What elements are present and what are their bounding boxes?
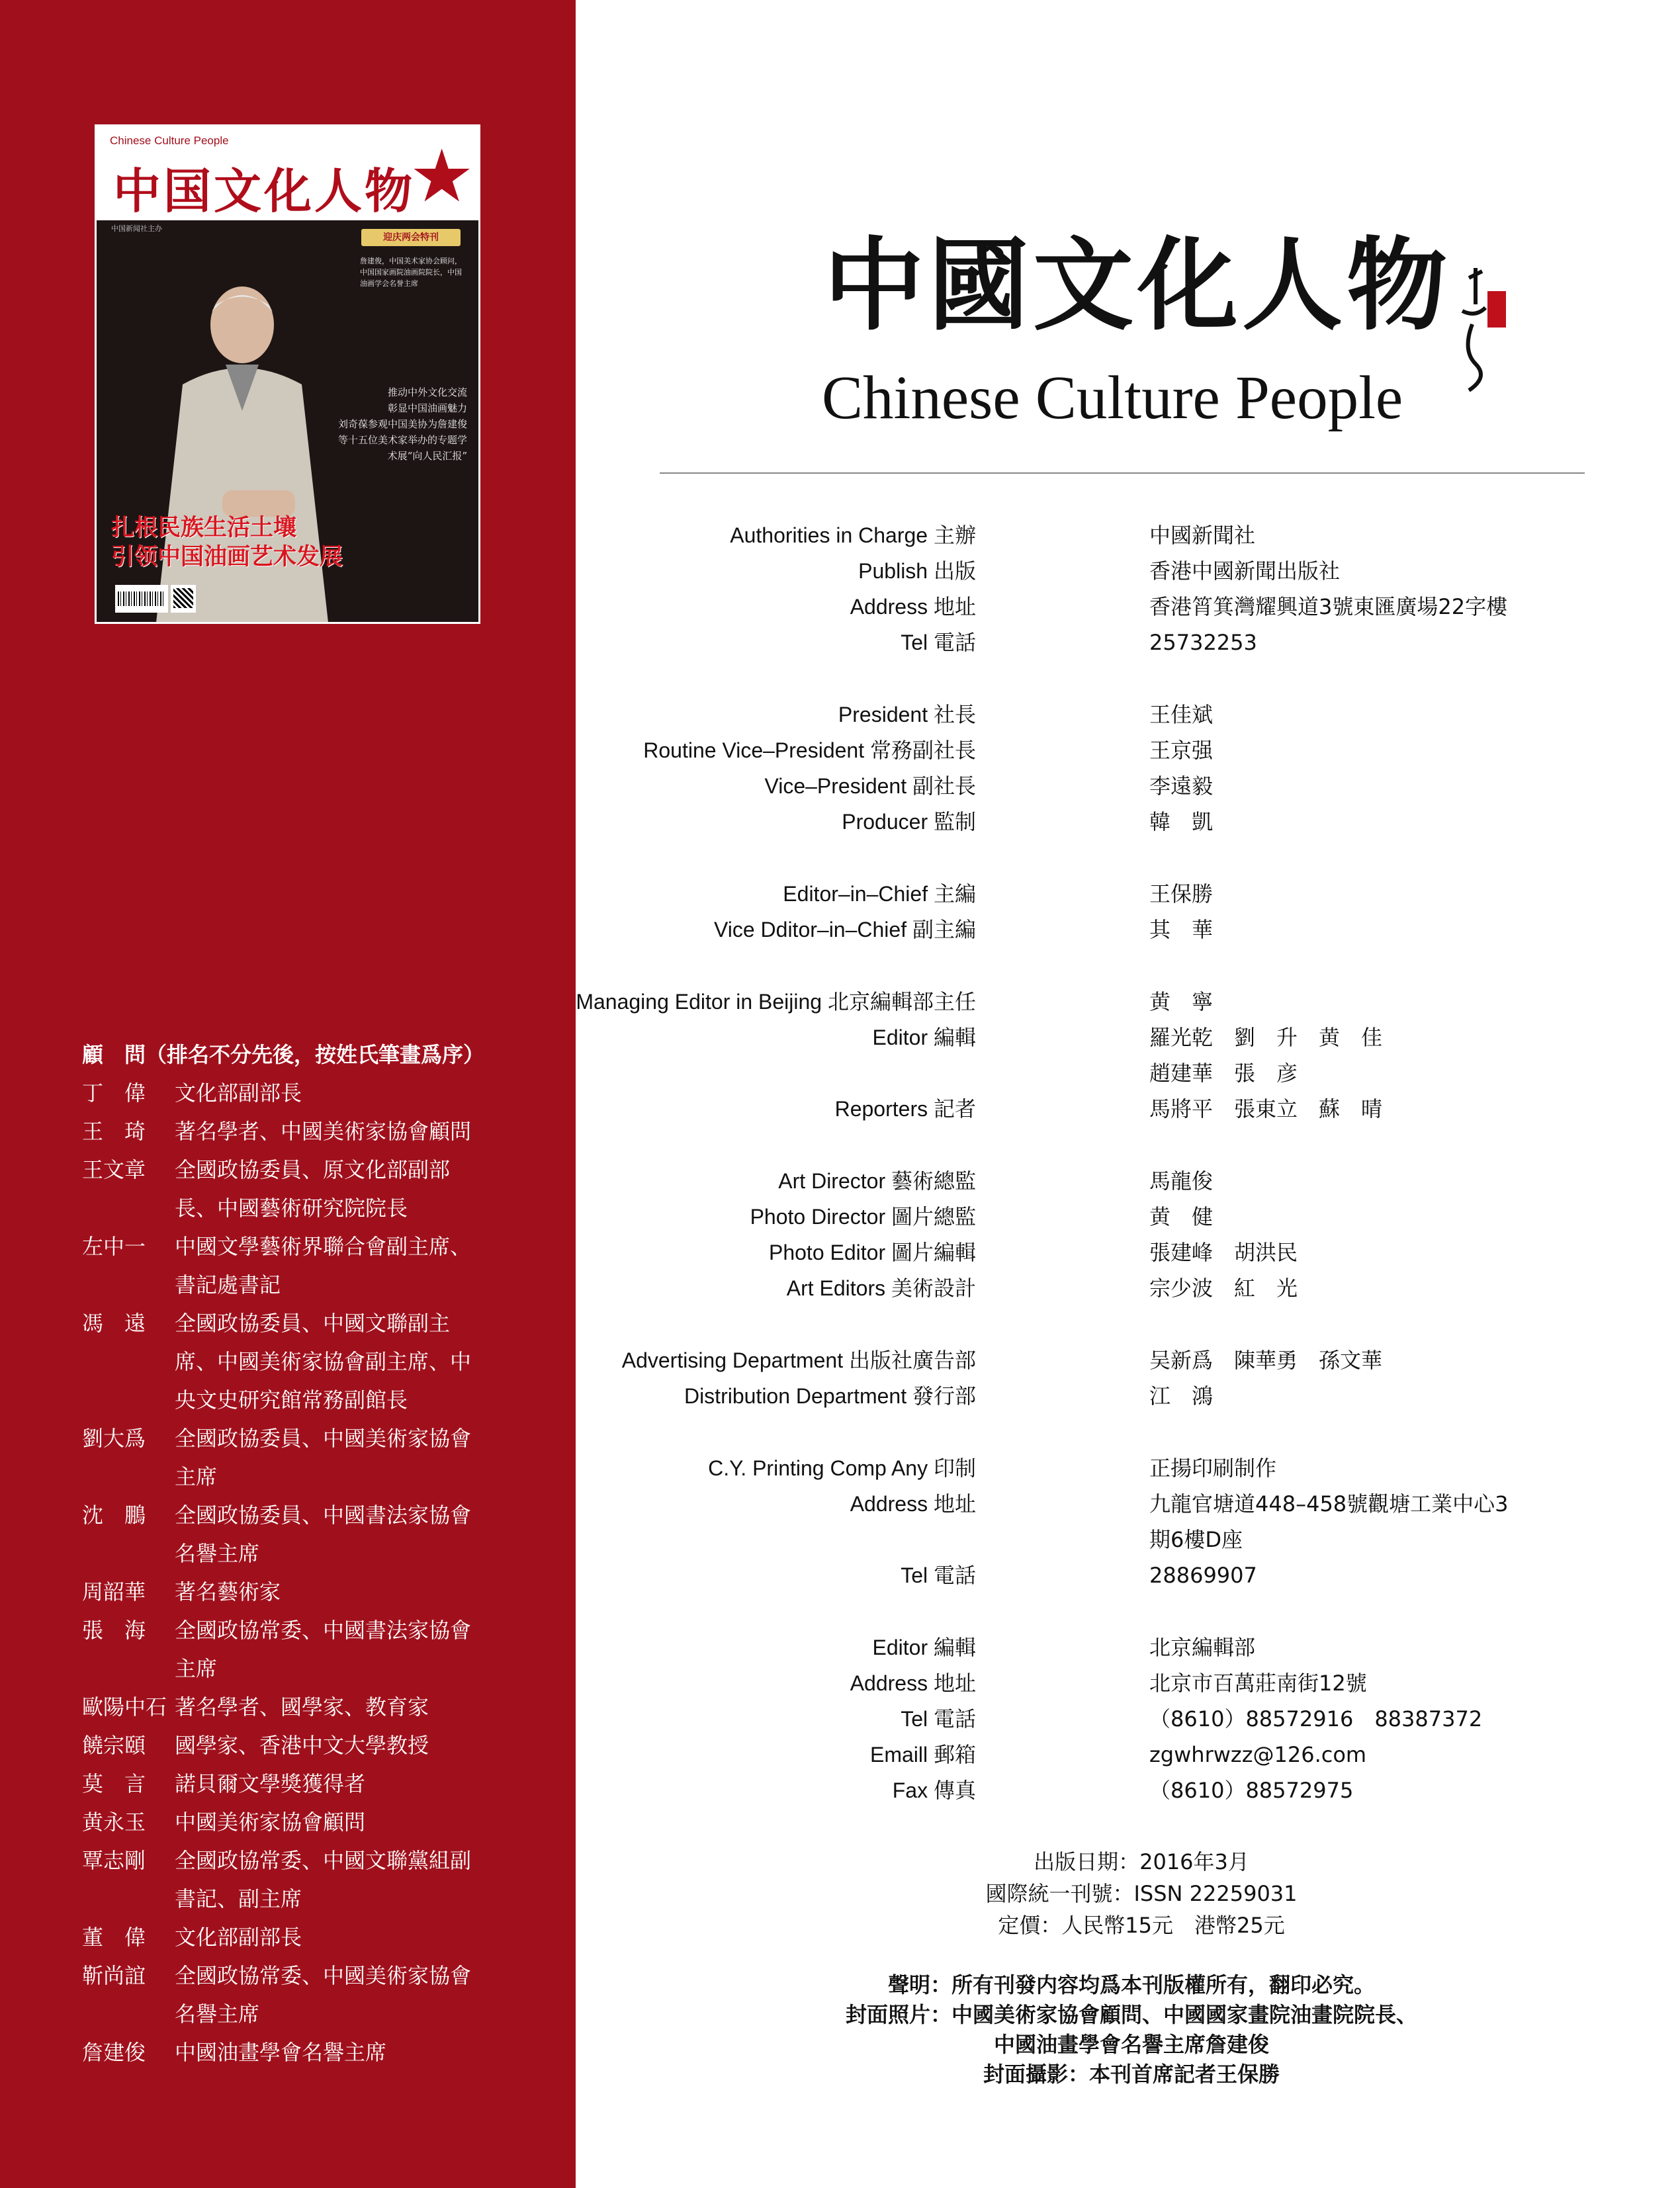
advisor-description: 諾貝爾文學獎獲得者 [175, 1771, 366, 1796]
advisor-description: 主席 [175, 1464, 218, 1489]
advisor-description: 全國政協委員、原文化部副部 [175, 1157, 451, 1182]
masthead-spacer [529, 1127, 1588, 1163]
masthead-row [529, 1055, 1588, 1091]
advisor-row [82, 1841, 572, 1880]
advisor-description: 全國政協委員、中國文聯副主 [175, 1311, 451, 1336]
advisor-row [82, 1419, 572, 1458]
masthead-value: 中國新聞社 [1149, 523, 1256, 548]
masthead-label: Emaill 郵箱 [869, 1743, 976, 1767]
advisor-row [82, 1189, 572, 1227]
advisor-name: 歐陽中石 [82, 1694, 167, 1720]
advisors-list [82, 1035, 572, 2072]
masthead-row [529, 1091, 1588, 1127]
masthead-label: Routine Vice–President 常務副社長 [643, 738, 976, 762]
advisor-row [82, 1611, 572, 1649]
advisor-description: 著名學者、中國美術家協會顧問 [175, 1119, 472, 1144]
masthead-label: President 社長 [838, 703, 976, 726]
advisor-description: 名譽主席 [175, 1541, 260, 1566]
advisor-description: 國學家、香港中文大學教授 [175, 1733, 429, 1758]
masthead-row [529, 1020, 1588, 1055]
calligraphy-signature-seal [1456, 265, 1509, 397]
advisor-name [82, 1189, 175, 1227]
masthead-label: Tel 電話 [901, 1563, 976, 1587]
advisor-description: 全國政協常委、中國文聯黨組副 [175, 1848, 472, 1873]
masthead-row [529, 625, 1588, 660]
masthead-label: Advertising Department 出版社廣告部 [621, 1348, 976, 1372]
advisors-title: 顧 問（排名不分先後，按姓氏筆畫爲序） [82, 1042, 485, 1067]
advisor-row [82, 1688, 572, 1726]
cover-blurb-line: 刘奇葆参观中国美协为詹建俊 [337, 418, 467, 430]
notice-line: 封面攝影：本刊首席記者王保勝 [983, 2062, 1280, 2087]
advisor-name [82, 1534, 175, 1573]
advisor-row [82, 1151, 572, 1189]
advisor-row [82, 1266, 572, 1304]
masthead-spacer [529, 840, 1588, 876]
advisor-name [82, 1649, 175, 1688]
masthead-value: 北京編輯部 [1149, 1635, 1256, 1660]
masthead-row [529, 589, 1588, 625]
masthead-row [529, 1701, 1588, 1737]
cover-blurb-line: 等十五位美术家举办的专题学 [337, 434, 467, 446]
masthead-spacer [529, 1414, 1588, 1450]
advisor-row [82, 1381, 572, 1419]
cover-headline-line: 扎根民族生活土壤 [111, 515, 297, 541]
masthead-label: Address 地址 [850, 1671, 976, 1695]
advisor-description: 央文史研究館常務副館長 [175, 1387, 408, 1413]
masthead-logo-zh: 中國文化人物 [824, 226, 1451, 344]
masthead-value: 北京市百萬莊南街12號 [1149, 1671, 1367, 1696]
advisor-description: 中國文學藝術界聯合會副主席、 [175, 1234, 472, 1259]
cover-badge: 迎庆两会特刊 [361, 229, 461, 246]
masthead-value: 香港筲箕灣耀興道3號東匯廣場22字樓 [1149, 594, 1508, 619]
advisor-row [82, 1573, 572, 1611]
masthead-row [529, 1378, 1588, 1414]
masthead-value: 韓 凱 [1149, 809, 1214, 834]
masthead-value: 馬將平 張東立 蘇 晴 [1149, 1096, 1383, 1121]
masthead-value: 宗少波 紅 光 [1149, 1276, 1298, 1301]
masthead-value: 趙建華 張 彦 [1149, 1061, 1298, 1086]
advisor-name [82, 1266, 175, 1304]
masthead-row [529, 768, 1588, 804]
cover-headline [111, 513, 343, 572]
copyright-notice [695, 1970, 1568, 2089]
advisor-description: 全國政協常委、中國美術家協會 [175, 1963, 472, 1988]
advisor-name: 左中一 [82, 1234, 146, 1259]
masthead-row [529, 1772, 1588, 1808]
masthead-row [529, 804, 1588, 840]
advisor-name [82, 1342, 175, 1381]
advisor-name [82, 1880, 175, 1918]
advisor-description: 中國美術家協會顧問 [175, 1810, 366, 1835]
masthead-label: Photo Editor 圖片編輯 [768, 1241, 976, 1264]
masthead-label: Editor 編輯 [872, 1026, 976, 1049]
masthead-value: 香港中國新聞出版社 [1149, 558, 1341, 584]
advisor-name: 覃志剛 [82, 1848, 146, 1873]
advisor-row [82, 1227, 572, 1266]
masthead-value: 其 華 [1149, 917, 1214, 942]
cover-blurb-line: 彰显中国油画魅力 [387, 402, 467, 414]
advisor-name: 饒宗頤 [82, 1733, 146, 1758]
advisor-name: 周韶華 [82, 1579, 146, 1604]
masthead-value: 25732253 [1149, 630, 1257, 655]
advisor-row [82, 1803, 572, 1841]
masthead-spacer [529, 660, 1588, 697]
masthead-value: 28869907 [1149, 1563, 1257, 1588]
masthead-value: 期6樓D座 [1149, 1527, 1243, 1552]
masthead-label: Managing Editor in Beijing 北京編輯部主任 [576, 990, 976, 1014]
advisor-row [82, 1649, 572, 1688]
notice-line: 聲明：所有刊發内容均爲本刊版權所有，翻印必究。 [887, 1972, 1375, 1997]
advisor-name: 董 偉 [82, 1925, 146, 1950]
advisor-row [82, 1765, 572, 1803]
masthead-label: Art Director 藝術總監 [778, 1169, 976, 1193]
advisor-row [82, 1304, 572, 1342]
masthead-row [529, 1163, 1588, 1199]
advisors-rows [82, 1074, 572, 2072]
staff-masthead [529, 517, 1588, 1808]
masthead-row [529, 1199, 1588, 1235]
masthead-row [529, 984, 1588, 1020]
magazine-cover-image [95, 124, 480, 624]
masthead-row [529, 732, 1588, 768]
masthead-value: 王京强 [1149, 738, 1214, 763]
advisor-name: 莫 言 [82, 1771, 146, 1796]
masthead-row [529, 1450, 1588, 1486]
cover-blurb-line: 推动中外文化交流 [387, 386, 467, 398]
masthead-label: Distribution Department 發行部 [684, 1384, 976, 1408]
advisor-description: 全國政協委員、中國書法家協會 [175, 1503, 472, 1528]
divider [660, 472, 1585, 474]
masthead-label: Address 地址 [850, 1492, 976, 1516]
advisor-name: 王 琦 [82, 1119, 146, 1144]
masthead-spacer [529, 1593, 1588, 1630]
cover-blurb-line: 术展“向人民汇报” [387, 450, 467, 462]
advisor-name: 張 海 [82, 1618, 146, 1643]
masthead-value: 黄 健 [1149, 1204, 1214, 1229]
qr-code-icon [171, 585, 196, 613]
advisor-name [82, 1381, 175, 1419]
advisor-description: 書記處書記 [175, 1272, 281, 1297]
advisor-name: 王文章 [82, 1157, 146, 1182]
advisor-row [82, 1074, 572, 1112]
masthead-row [529, 1486, 1588, 1522]
masthead-row [529, 1235, 1588, 1270]
advisor-name: 馮 遠 [82, 1311, 146, 1336]
masthead-spacer [529, 947, 1588, 984]
advisor-row [82, 1918, 572, 1956]
masthead-label: Fax 傳真 [892, 1778, 976, 1802]
masthead-value: 正揚印刷制作 [1149, 1456, 1277, 1481]
masthead-label: Tel 電話 [901, 1707, 976, 1731]
advisor-row [82, 1496, 572, 1534]
masthead-row [529, 697, 1588, 732]
masthead-row [529, 1270, 1588, 1306]
cover-title-zh: 中国文化人物 [113, 163, 416, 219]
cover-title-en: Chinese Culture People [110, 134, 229, 147]
advisor-description: 著名學者、國學家、教育家 [175, 1694, 429, 1720]
advisor-row [82, 1458, 572, 1496]
cover-intro-text: 詹建俊，中国美术家协会顾问，中国国家画院油画院院长，中国油画学会名誉主席 [360, 257, 462, 288]
masthead-row [529, 553, 1588, 589]
barcode-icon [115, 585, 168, 613]
masthead-label: Tel 電話 [901, 631, 976, 654]
publication-info [860, 1846, 1423, 1941]
masthead-value: 羅光乾 劉 升 黄 佳 [1149, 1025, 1383, 1050]
advisor-description: 主席 [175, 1656, 218, 1681]
advisor-description: 書記、副主席 [175, 1886, 302, 1911]
advisor-name: 沈 鵬 [82, 1503, 146, 1528]
advisor-description: 全國政協委員、中國美術家協會 [175, 1426, 472, 1451]
masthead-row [529, 1557, 1588, 1593]
masthead-spacer [529, 1306, 1588, 1342]
advisor-description: 全國政協常委、中國書法家協會 [175, 1618, 472, 1643]
advisor-name [82, 1458, 175, 1496]
advisor-row [82, 1726, 572, 1765]
advisor-name: 丁 偉 [82, 1080, 146, 1106]
masthead-label: Editor–in–Chief 主編 [783, 882, 976, 906]
advisor-row [82, 2033, 572, 2072]
masthead-label: Photo Director 圖片總監 [750, 1205, 976, 1229]
masthead-row [529, 1630, 1588, 1665]
masthead-row [529, 1737, 1588, 1772]
masthead-label: Vice–President 副社長 [764, 774, 976, 798]
masthead-value: zgwhrwzz@126.com [1149, 1742, 1367, 1767]
masthead-row [529, 1522, 1588, 1557]
masthead-row [529, 517, 1588, 553]
advisor-description: 席、中國美術家協會副主席、中 [175, 1349, 472, 1374]
advisor-name: 詹建俊 [82, 2040, 146, 2065]
advisor-name: 劉大爲 [82, 1426, 146, 1451]
advisor-row [82, 1112, 572, 1151]
masthead-value: （8610）88572975 [1149, 1778, 1354, 1803]
masthead-label: Authorities in Charge 主辦 [730, 523, 976, 547]
masthead-label: C.Y. Printing Comp Any 印制 [708, 1456, 976, 1480]
pubinfo-line: 出版日期：2016年3月 [1034, 1849, 1249, 1874]
masthead-value: 黄 寧 [1149, 989, 1214, 1014]
advisor-description: 著名藝術家 [175, 1579, 281, 1604]
masthead-label: Art Editors 美術設計 [786, 1276, 976, 1300]
masthead-value: 吴新爲 陳華勇 孫文華 [1149, 1348, 1383, 1373]
advisor-row [82, 1880, 572, 1918]
masthead-value: 王保勝 [1149, 881, 1214, 906]
masthead-value: 王佳斌 [1149, 702, 1214, 727]
advisor-row [82, 1995, 572, 2033]
advisor-description: 長、中國藝術研究院院長 [175, 1196, 408, 1221]
masthead-row [529, 1342, 1588, 1378]
advisor-description: 文化部副部長 [175, 1080, 302, 1106]
advisor-description: 名譽主席 [175, 2001, 260, 2027]
masthead-row [529, 912, 1588, 947]
masthead-label: Address 地址 [850, 595, 976, 619]
advisor-name: 黄永玉 [82, 1810, 146, 1835]
masthead-value: 張建峰 胡洪民 [1149, 1240, 1298, 1265]
masthead-label: Editor 編輯 [872, 1636, 976, 1659]
advisor-row [82, 1534, 572, 1573]
masthead-row [529, 876, 1588, 912]
advisor-description: 文化部副部長 [175, 1925, 302, 1950]
pubinfo-line: 定價：人民幣15元 港幣25元 [998, 1913, 1285, 1938]
masthead-value: 江 鴻 [1149, 1383, 1214, 1409]
star-icon: ★ [409, 134, 474, 218]
masthead-value: 九龍官塘道448–458號觀塘工業中心3 [1149, 1491, 1509, 1516]
left-red-panel [0, 0, 576, 2188]
masthead-value: 李遠毅 [1149, 773, 1214, 799]
masthead-label: Reporters 記者 [834, 1097, 976, 1121]
pubinfo-line: 國際統一刊號：ISSN 22259031 [985, 1881, 1298, 1906]
advisor-description: 中國油畫學會名譽主席 [175, 2040, 387, 2065]
masthead-row [529, 1665, 1588, 1701]
masthead-label: Producer 監制 [842, 810, 976, 834]
cover-imprint: 中国新闻社主办 [111, 224, 162, 233]
notice-line: 封面照片：中國美術家協會顧問、中國國家畫院油畫院院長、 [845, 2002, 1417, 2027]
advisor-row [82, 1956, 572, 1995]
masthead-logo-en: Chinese Culture People [822, 364, 1403, 432]
masthead-label: Vice Dditor–in–Chief 副主編 [713, 918, 976, 941]
masthead-label: Publish 出版 [858, 559, 976, 583]
notice-line: 中國油畫學會名譽主席詹建俊 [993, 2032, 1269, 2057]
cover-blurb [308, 384, 467, 464]
cover-headline-line: 引领中国油画艺术发展 [111, 544, 343, 570]
masthead-value: 馬龍俊 [1149, 1168, 1214, 1194]
advisor-name: 靳尚誼 [82, 1963, 146, 1988]
advisor-row [82, 1342, 572, 1381]
advisor-name [82, 1995, 175, 2033]
masthead-value: （8610）88572916 88387372 [1149, 1706, 1483, 1731]
